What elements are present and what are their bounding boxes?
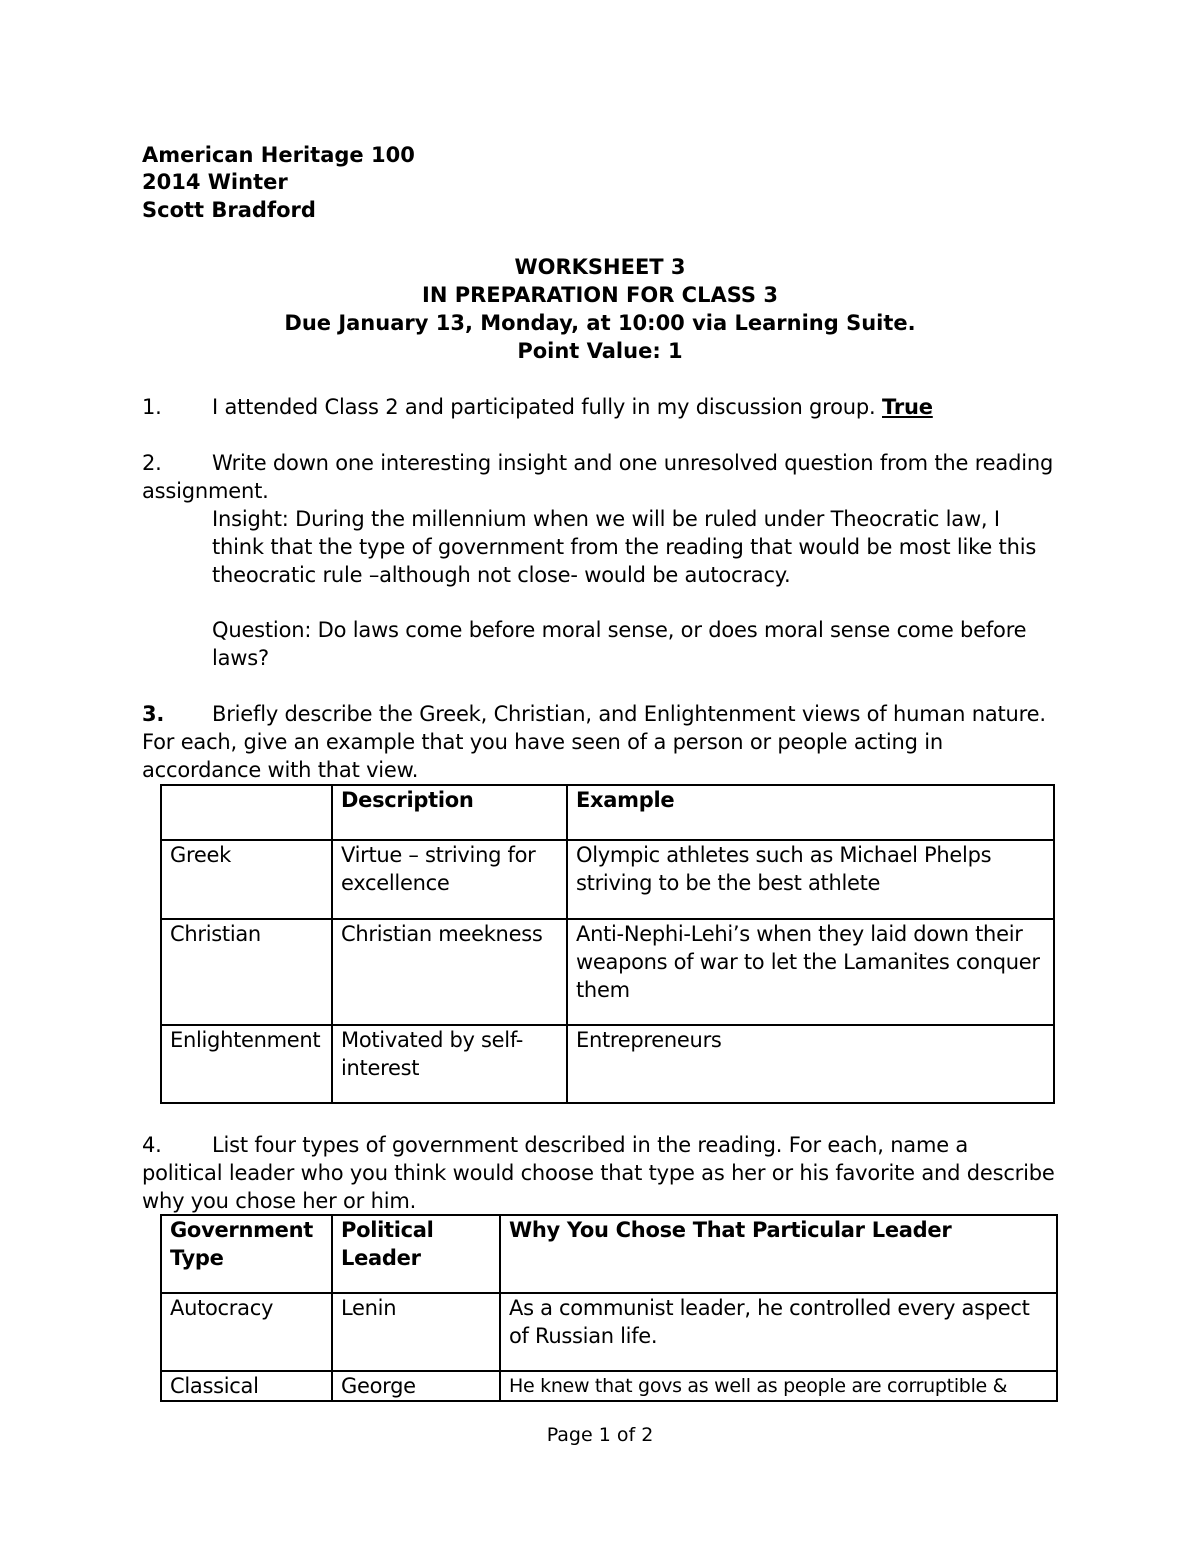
- table-header-cell: [161, 785, 332, 840]
- government-table: [160, 1214, 1058, 1402]
- table-cell: Anti-Nephi-Lehi’s when they laid down their weapons of war to let the Lamanites conquer them: [567, 919, 1054, 1025]
- q4-number: 4.: [142, 1133, 162, 1157]
- table-header-cell: Political Leader: [332, 1215, 500, 1293]
- worksheet-title: WORKSHEET 3: [514, 255, 686, 279]
- q3-line-3: accordance with that view.: [142, 758, 419, 782]
- q2-insight-1: Insight: During the millennium when we will be ruled under Theocratic law, I: [212, 507, 1000, 531]
- q3-line-2: For each, give an example that you have seen of a person or people acting in: [142, 730, 944, 754]
- table-cell: Lenin: [332, 1293, 500, 1371]
- table-row: [161, 919, 1054, 1025]
- q2-question-1: Question: Do laws come before moral sense, or does moral sense come before: [212, 618, 1027, 642]
- worksheet-subtitle: IN PREPARATION FOR CLASS 3: [422, 283, 778, 307]
- q2-number: 2.: [142, 451, 162, 475]
- table-row: [161, 1025, 1054, 1103]
- q2-insight-3: theocratic rule –although not close- would be autocracy.: [212, 563, 791, 587]
- term: 2014 Winter: [142, 170, 288, 194]
- table-cell: Christian meekness: [332, 919, 567, 1025]
- table-cell: Autocracy: [161, 1293, 332, 1371]
- table-row: [161, 1371, 1057, 1401]
- table-header-cell: Why You Chose That Particular Leader: [500, 1215, 1057, 1293]
- table-cell: Olympic athletes such as Michael Phelps striving to be the best athlete: [567, 840, 1054, 919]
- q1-number: 1.: [142, 395, 162, 419]
- q1-answer: True: [882, 395, 933, 419]
- q2-line-1: Write down one interesting insight and one unresolved question from the reading: [212, 451, 1054, 475]
- q1-text: [212, 393, 933, 421]
- table-cell: Enlightenment: [161, 1025, 332, 1103]
- table-header-cell: Example: [567, 785, 1054, 840]
- table-header-row: [161, 1215, 1057, 1293]
- q1-statement: I attended Class 2 and participated fully in my discussion group.: [212, 395, 876, 419]
- table-cell: Entrepreneurs: [567, 1025, 1054, 1103]
- table-cell: Greek: [161, 840, 332, 919]
- q4-line-2: political leader who you think would choose that type as her or his favorite and describe: [142, 1161, 1055, 1185]
- point-value: Point Value: 1: [517, 339, 683, 363]
- instructor: Scott Bradford: [142, 198, 316, 222]
- q4-line-3: why you chose her or him.: [142, 1189, 417, 1213]
- page-number: Page 1 of 2: [546, 1424, 654, 1446]
- table-cell: He knew that govs as well as people are corruptible &: [500, 1371, 1057, 1401]
- table-cell: Classical: [161, 1371, 332, 1401]
- q2-insight-2: think that the type of government from the reading that would be most like this: [212, 535, 1037, 559]
- human-nature-table: [160, 784, 1055, 1104]
- q2-line-2: assignment.: [142, 479, 269, 503]
- course-name: American Heritage 100: [142, 143, 415, 167]
- table-header-cell: Government Type: [161, 1215, 332, 1293]
- q4-line-1: List four types of government described in the reading. For each, name a: [212, 1133, 969, 1157]
- table-cell: As a communist leader, he controlled every aspect of Russian life.: [500, 1293, 1057, 1371]
- q3-line-1: Briefly describe the Greek, Christian, and Enlightenment views of human nature.: [212, 702, 1046, 726]
- table-cell: George: [332, 1371, 500, 1401]
- table-header-row: [161, 785, 1054, 840]
- due-date: Due January 13, Monday, at 10:00 via Learning Suite.: [284, 311, 916, 335]
- table-cell: Christian: [161, 919, 332, 1025]
- table-header-cell: Description: [332, 785, 567, 840]
- table-row: [161, 840, 1054, 919]
- table-cell: Virtue – striving for excellence: [332, 840, 567, 919]
- q2-question-2: laws?: [212, 646, 269, 670]
- table-row: [161, 1293, 1057, 1371]
- table-cell: Motivated by self-interest: [332, 1025, 567, 1103]
- q3-number: 3.: [142, 702, 165, 726]
